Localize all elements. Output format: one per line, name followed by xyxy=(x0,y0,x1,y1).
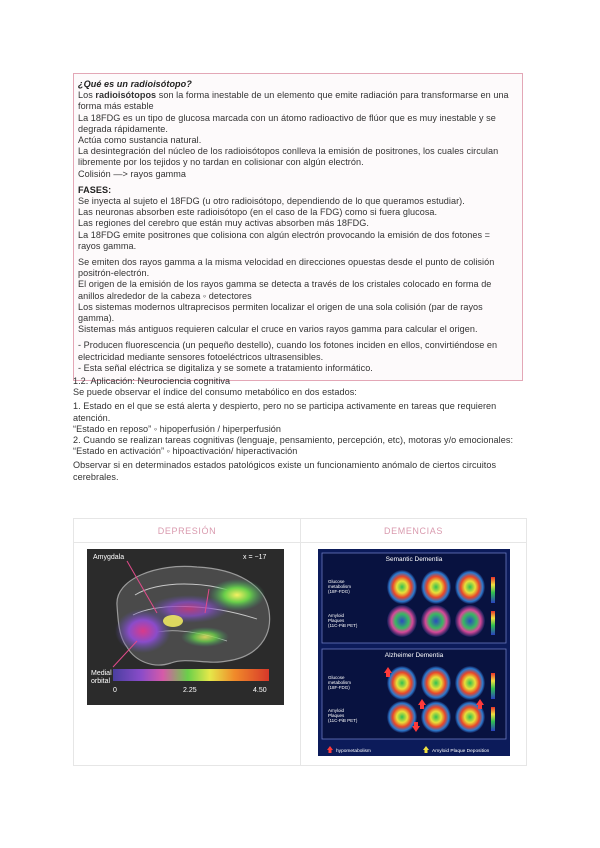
state-1: 1. Estado en el que se está alerta y despierto, pero no se participa activamente en tareas que requieren atención. xyxy=(73,401,497,423)
sd-row-b3: (11C-PiB PET) xyxy=(328,623,358,628)
scale-mid: 2.25 xyxy=(183,687,197,694)
fase-2: Las neuronas absorben este radioisótopo (en el caso de la FDG) como si fuera glucosa. xyxy=(78,207,438,218)
ad-row-b3: (11C-PiB PET) xyxy=(328,718,358,723)
header-depresion: DEPRESIÓN xyxy=(74,519,300,543)
callout-p2: La 18FDG es un tipo de glucosa marcada con un átomo radioactivo de flúor que es muy inestable y se degrada rápidamente. xyxy=(78,112,496,134)
closing-paragraph: Observar si en determinados estados patológicos existe un funcionamiento anómalo de ciertos circuitos cerebrales. xyxy=(73,460,497,482)
sd-row-a2: metabolism xyxy=(328,584,352,589)
fase-9: - Producen fluorescencia (un pequeño destello), cuando los fotones inciden en ellos, convirtiéndose en electricidad mediante sensores fotoeléctricos ultrasensibles. xyxy=(78,340,498,362)
callout-p4: La desintegración del núcleo de los radioisótopos conlleva la emisión de positrones, los cuales circulan libremente por los tejidos y no tardan en colisionar con algún electrón. xyxy=(78,146,499,168)
sd-row-b1: Amyloid xyxy=(328,613,345,618)
label-orbital: orbital xyxy=(91,678,111,685)
semantic-dementia-title: Semantic Dementia xyxy=(385,556,443,563)
sd-brain-scans xyxy=(387,570,485,637)
comparison-table xyxy=(73,518,527,766)
fases-heading: FASES: xyxy=(78,184,112,195)
callout-p5: Colisión —> rayos gamma xyxy=(78,168,187,179)
ad-row-a3: (18F-FDG) xyxy=(328,685,350,690)
fase-10: - Esta señal eléctrica se digitaliza y se somete a tratamiento informático. xyxy=(78,362,373,373)
radioisotope-callout xyxy=(73,73,523,381)
section-title: 1.2. Aplicación: Neurociencia cognitiva xyxy=(73,376,231,386)
fase-8: Sistemas más antiguos requieren calcular el cruce en varios rayos gamma para calcular el origen. xyxy=(78,324,478,335)
fase-3: Las regiones del cerebro que están muy activas absorben más 18FDG. xyxy=(78,218,369,229)
ad-brain-scans xyxy=(387,666,485,733)
label-coordinate: x = −17 xyxy=(243,554,267,561)
ad-row-b1: Amyloid xyxy=(328,708,345,713)
color-scale-bar xyxy=(113,669,269,681)
ad-row-a1: Glucose xyxy=(328,675,345,680)
callout-question: ¿Qué es un radioisótopo? xyxy=(78,79,192,89)
fase-1: Se inyecta al sujeto el 18FDG (u otro radioisótopo, dependiendo de lo que queramos estudiar). xyxy=(78,196,465,207)
state-2: 2. Cuando se realizan tareas cognitivas (lenguaje, pensamiento, percepción, etc), motoras y/o emocionales: xyxy=(73,435,514,446)
dementia-pet-image xyxy=(318,549,510,756)
fase-7: Los sistemas modernos ultraprecisos permiten localizar el origen de una sola colisión (par de rayos gamma). xyxy=(78,301,483,324)
callout-p3: Actúa como sustancia natural. xyxy=(78,135,202,146)
fase-6: El origen de la emisión de los rayos gamma se detecta a través de los cristales colocado en forma de anillos alrededor de la cabeza ◦ detectores xyxy=(78,279,492,301)
legend-hypometabolism: hypometabolism xyxy=(336,749,371,754)
scale-0: 0 xyxy=(113,687,117,694)
alzheimer-dementia-title: Alzheimer Dementia xyxy=(384,652,444,659)
ad-row-b2: Plaques xyxy=(328,713,345,718)
sd-row-b2: Plaques xyxy=(328,618,345,623)
fase-4: La 18FDG emite positrones que colisiona con algún electrón provocando la emisión de dos fotones = rayos gamma. xyxy=(78,229,491,251)
depression-pet-image xyxy=(87,549,284,705)
legend-amyloid: Amyloid Plaque Deposition xyxy=(432,749,490,754)
label-medial: Medial xyxy=(91,670,112,677)
section-intro: Se puede observar el índice del consumo metabólico en dos estados: xyxy=(73,387,357,398)
sd-row-a1: Glucose xyxy=(328,579,345,584)
header-demencias: DEMENCIAS xyxy=(301,519,526,543)
body-section xyxy=(73,376,533,483)
sd-row-a3: (18F-FDG) xyxy=(328,589,350,594)
ad-row-a2: metabolism xyxy=(328,680,352,685)
scale-max: 4.50 xyxy=(253,687,267,694)
label-amygdala: Amygdala xyxy=(93,554,125,561)
state-2-detail: “Estado en activación” ◦ hipoactivación/ hiperactivación xyxy=(73,446,298,457)
fase-5: Se emiten dos rayos gamma a la misma velocidad en direcciones opuestas desde el punto de colisión positrón-electrón. xyxy=(78,257,495,279)
state-1-detail: “Estado en reposo” ◦ hipoperfusión / hiperperfusión xyxy=(73,423,281,434)
callout-p1: Los radioisótopos son la forma inestable de un elemento que emite radiación para transformarse en una forma más estable xyxy=(78,90,509,112)
